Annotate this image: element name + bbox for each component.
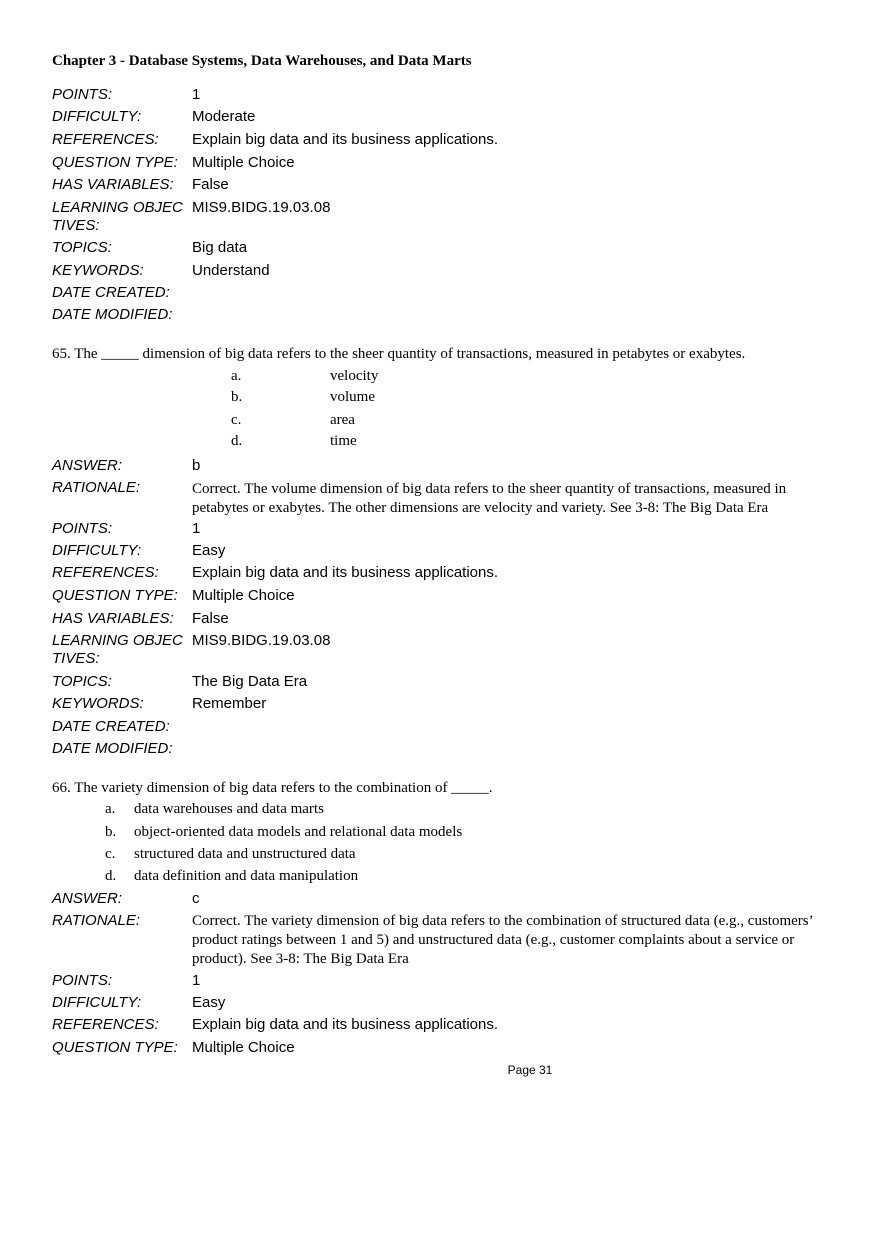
- has-variables-label: HAS VARIABLES:: [52, 176, 174, 193]
- topics-label: TOPICS:: [52, 673, 112, 690]
- q65-difficulty-value: Easy: [192, 542, 226, 559]
- date-created-label: DATE CREATED:: [52, 284, 170, 301]
- q66-option-b-letter: b.: [105, 824, 117, 840]
- q64-points-value: 1: [192, 86, 201, 103]
- q65-has-variables-value: False: [192, 610, 229, 627]
- difficulty-label: DIFFICULTY:: [52, 542, 142, 559]
- has-variables-label: HAS VARIABLES:: [52, 610, 174, 627]
- q66-option-c-letter: c.: [105, 846, 116, 862]
- q65-option-a-letter: a.: [231, 368, 242, 384]
- difficulty-label: DIFFICULTY:: [52, 108, 142, 125]
- q65-answer-value: b: [192, 457, 201, 474]
- q64-topics-value: Big data: [192, 239, 248, 256]
- references-label: REFERENCES:: [52, 564, 159, 581]
- q64-question-type-value: Multiple Choice: [192, 154, 295, 171]
- answer-label: ANSWER:: [52, 457, 123, 474]
- q65-question-text: 65. The _____ dimension of big data refers to the sheer quantity of transactions, measured in petabytes or exabytes.: [52, 346, 746, 362]
- q65-option-c-text: area: [330, 412, 355, 428]
- references-label: REFERENCES:: [52, 1016, 159, 1033]
- question-type-label: QUESTION TYPE:: [52, 1039, 178, 1056]
- q65-option-d-letter: d.: [231, 433, 243, 449]
- q65-option-d-text: time: [330, 433, 357, 449]
- chapter-title: Chapter 3 - Database Systems, Data Warehouses, and Data Marts: [52, 53, 472, 69]
- q66-option-b-text: object-oriented data models and relational data models: [134, 824, 463, 840]
- answer-label: ANSWER:: [52, 890, 123, 907]
- q65-option-b-text: volume: [330, 389, 375, 405]
- q66-option-c-text: structured data and unstructured data: [134, 846, 356, 862]
- q65-rationale-text: Correct. The volume dimension of big data refers to the sheer quantity of transactions, measured in petabytes or exabytes. The other dimensions are velocity and variety. See 3-8: The Big Data Era: [192, 481, 787, 516]
- date-modified-label: DATE MODIFIED:: [52, 306, 173, 323]
- q66-difficulty-value: Easy: [192, 994, 226, 1011]
- q65-option-b-letter: b.: [231, 389, 243, 405]
- q65-option-a-text: velocity: [330, 368, 379, 384]
- q66-references-value: Explain big data and its business applications.: [192, 1016, 499, 1033]
- points-label: POINTS:: [52, 972, 113, 989]
- rationale-label: RATIONALE:: [52, 479, 141, 496]
- keywords-label: KEYWORDS:: [52, 695, 144, 712]
- page-number: Page 31: [507, 1063, 553, 1077]
- q65-keywords-value: Remember: [192, 695, 267, 712]
- q64-has-variables-value: False: [192, 176, 229, 193]
- points-label: POINTS:: [52, 520, 113, 537]
- question-type-label: QUESTION TYPE:: [52, 154, 178, 171]
- references-label: REFERENCES:: [52, 131, 159, 148]
- q64-keywords-value: Understand: [192, 262, 270, 279]
- q65-learning-objectives-value: MIS9.BIDG.19.03.08: [192, 632, 331, 649]
- learning-objectives-label: LEARNING OBJECTIVES:: [52, 199, 183, 234]
- difficulty-label: DIFFICULTY:: [52, 994, 142, 1011]
- q66-question-text: 66. The variety dimension of big data refers to the combination of _____.: [52, 780, 493, 796]
- topics-label: TOPICS:: [52, 239, 112, 256]
- q66-option-d-letter: d.: [105, 868, 117, 884]
- date-created-label: DATE CREATED:: [52, 718, 170, 735]
- q65-points-value: 1: [192, 520, 201, 537]
- q66-option-a-text: data warehouses and data marts: [134, 801, 324, 817]
- q64-learning-objectives-value: MIS9.BIDG.19.03.08: [192, 199, 331, 216]
- q66-option-a-letter: a.: [105, 801, 116, 817]
- q66-option-d-text: data definition and data manipulation: [134, 868, 359, 884]
- q65-option-c-letter: c.: [231, 412, 242, 428]
- q65-topics-value: The Big Data Era: [192, 673, 308, 690]
- q65-references-value: Explain big data and its business applications.: [192, 564, 499, 581]
- keywords-label: KEYWORDS:: [52, 262, 144, 279]
- rationale-label: RATIONALE:: [52, 912, 141, 929]
- q66-answer-value: c: [192, 890, 200, 907]
- q66-question-type-value: Multiple Choice: [192, 1039, 295, 1056]
- q66-rationale-text: Correct. The variety dimension of big data refers to the combination of structured data (e.g., customers’ product ratings between 1 and 5) and unstructured data (e.g., customer complaints about a service or product). See 3-8: The Big Data Era: [192, 913, 813, 967]
- q66-points-value: 1: [192, 972, 201, 989]
- learning-objectives-label: LEARNING OBJECTIVES:: [52, 632, 183, 667]
- q65-question-type-value: Multiple Choice: [192, 587, 295, 604]
- points-label: POINTS:: [52, 86, 113, 103]
- q64-difficulty-value: Moderate: [192, 108, 256, 125]
- date-modified-label: DATE MODIFIED:: [52, 740, 173, 757]
- question-type-label: QUESTION TYPE:: [52, 587, 178, 604]
- q64-references-value: Explain big data and its business applications.: [192, 131, 499, 148]
